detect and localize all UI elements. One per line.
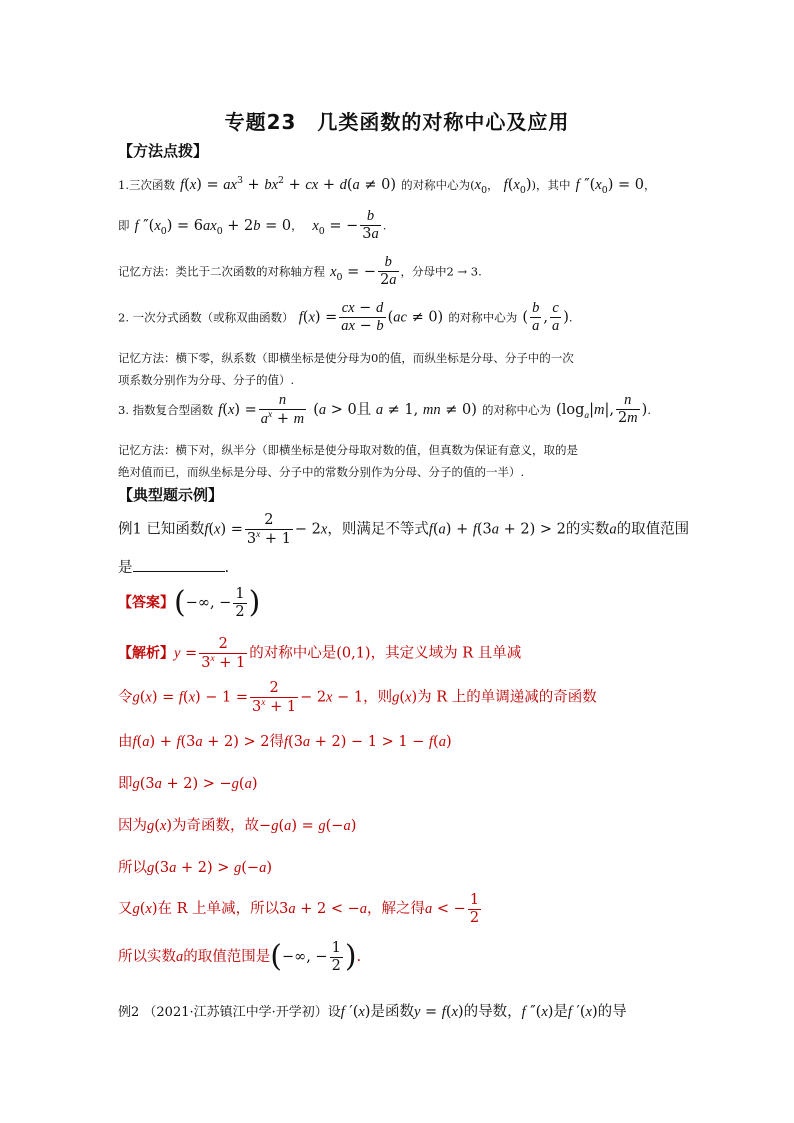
method-1-line-2: 即 f $''(x_0) = 6ax_0 + 2b = 0$， $x_0$ = − $\frac{b}{3a}$ . (118, 208, 387, 242)
section-examples: 【典型题示例】 (118, 486, 224, 504)
method-3-line: 3. 指数复合型函数 f(x) = $\frac{n}{a^x + m}$ (a > 0且 a ≠ 1, mn ≠ 0) 的对称中心为 ($\log_a|m|$, $\frac{n}{2m}$ ). (118, 392, 651, 427)
fraction: $\frac{c}{a}$ (551, 300, 560, 334)
example-1-question-line-1: 例1 已知函数f(x) = $\frac{2}{3^x + 1}$ − 2x，则满足不等式f(a) + f(3a + 2) > 2的实数a的取值范围 (118, 512, 690, 547)
page-title: 专题23 几类函数的对称中心及应用 (224, 110, 570, 134)
method-3-memo-2: 绝对值而已，而纵坐标是分母、分子中的常数分别作为分母、分子的值的一半）. (118, 465, 525, 479)
fraction: $\frac{2}{3^x + 1}$ (252, 680, 297, 715)
analysis-step-4: 即g(3a + 2) > −g(a) (118, 776, 258, 792)
example-1-question-line-2: 是 . (118, 560, 230, 576)
analysis-step-3: 由f(a) + f(3a + 2) > 2得f(3a + 2) − 1 > 1 − f(a) (118, 734, 452, 750)
analysis-step-1: 【解析】y = $\frac{2}{3^x + 1}$ 的对称中心是(0,1)，其定义域为 R 且单减 (118, 636, 522, 671)
fraction: $\frac{1}{2}$ (235, 586, 245, 620)
method-1-line-1: 1.三次函数 $f(x) = ax^3 + bx^2$ + cx + d(a ≠ 0) 的对称中心为($x_0$， $f(x_0)$)，其中 f $''(x_0) = 0$， (118, 175, 656, 196)
example-1-answer: 【答案】(−∞, − $\frac{1}{2}$ ) (118, 585, 261, 621)
section-method: 【方法点拨】 (118, 142, 209, 160)
fraction: $\frac{1}{2}$ (469, 892, 480, 926)
fraction: $\frac{cx - d}{ax - b}$ (341, 300, 384, 334)
fraction: $\frac{b}{a}$ (532, 300, 540, 334)
method-2-memo-2: 项系数分别作为分母、分子的值）. (118, 373, 295, 387)
analysis-step-5: 因为g(x)为奇函数，故−g(a) = g(−a) (118, 818, 357, 834)
analysis-step-7: 又g(x)在 R 上单减，所以3a + 2 < −a，解之得a < − $\frac{1}{2}$ (118, 892, 480, 926)
fraction: $\frac{2}{3^x + 1}$ (246, 512, 291, 547)
fraction: $\frac{n}{2m}$ (617, 392, 638, 427)
analysis-step-2: 令g(x) = f(x) − 1 = $\frac{2}{3^x + 1}$ − 2x − 1，则g(x)为 R 上的单调递减的奇函数 (118, 680, 597, 715)
analysis-step-8: 所以实数a的取值范围是(−∞, − $\frac{1}{2}$ ). (118, 939, 362, 975)
method-1-memo: 记忆方法：类比于二次函数的对称轴方程 $x_0$ = − $\frac{b}{2a}$ ，分母中2 → 3. (118, 254, 482, 288)
method-2-line: 2. 一次分式函数（或称双曲函数） f(x) = $\frac{cx - d}{ax - b}$ (ac ≠ 0) 的对称中心为 ( $\frac{b}{a}$ , $\frac{c}{a}$ ). (118, 300, 573, 334)
analysis-step-6: 所以g(3a + 2) > g(−a) (118, 860, 272, 876)
fraction: $\frac{2}{3^x + 1}$ (201, 636, 246, 671)
fraction: $\frac{b}{3a}$ (362, 208, 379, 242)
method-3-memo-1: 记忆方法：横下对，纵半分（即横坐标是使分母取对数的值，但真数为保证有意义，取的是 (118, 443, 578, 457)
fraction: $\frac{1}{2}$ (331, 940, 341, 974)
fraction: $\frac{n}{a^x + m}$ (260, 392, 305, 427)
method-2-memo-1: 记忆方法：横下零，纵系数（即横坐标是使分母为0的值，而纵坐标是分母、分子中的一次 (118, 351, 574, 365)
fraction: $\frac{b}{2a}$ (380, 254, 397, 288)
answer-blank (133, 559, 225, 572)
example-2-question: 例2 （2021·江苏镇江中学·开学初）设f ′(x)是函数y = f(x)的导数，f ″(x)是f ′(x)的导 (118, 1004, 627, 1020)
